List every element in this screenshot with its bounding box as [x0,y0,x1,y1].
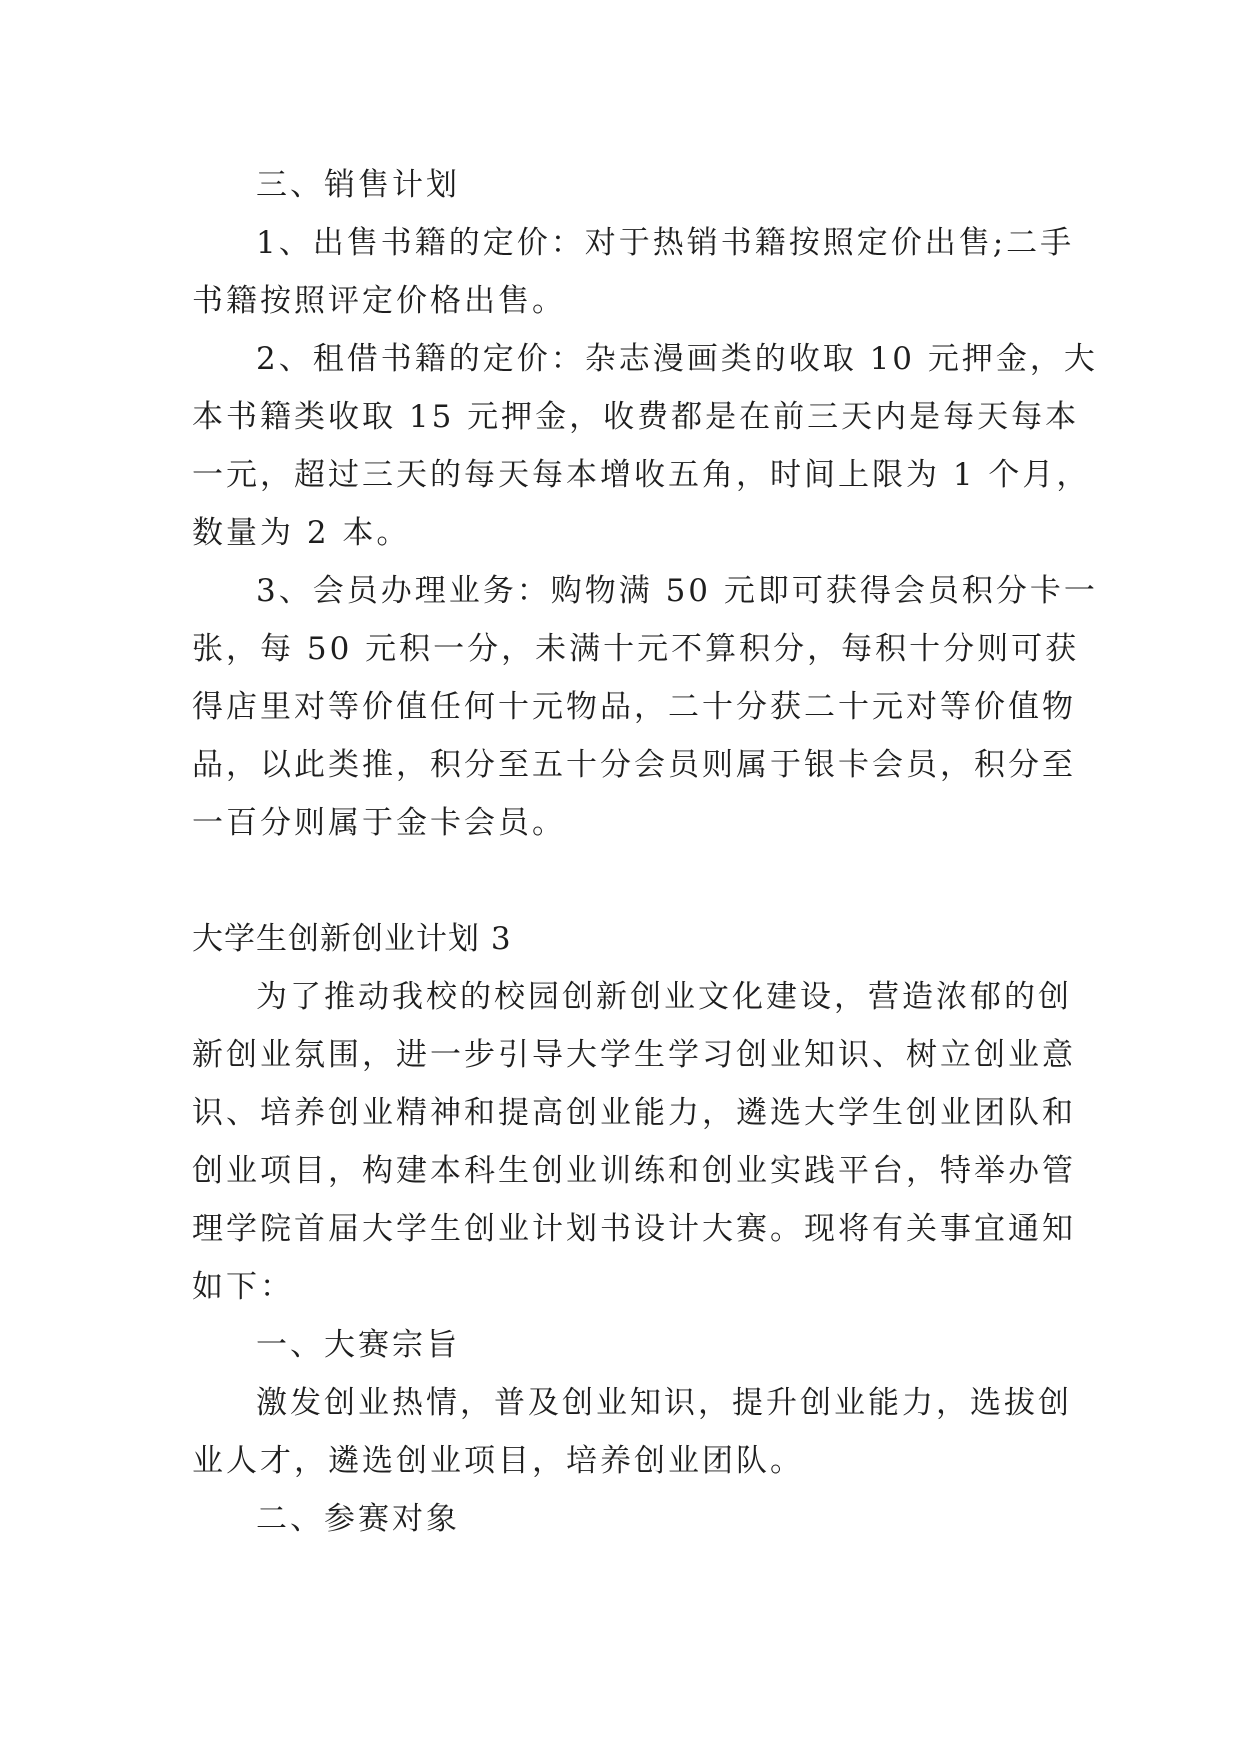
paragraph-line: 新创业氛围，进一步引导大学生学习创业知识、树立创业意 [192,1037,1076,1073]
paragraph-line: 一元，超过三天的每天每本增收五角，时间上限为 1 个月， [192,457,1091,493]
paragraph-line: 激发创业热情，普及创业知识，提升创业能力，选拔创 [256,1385,1072,1421]
paragraph-line: 3、会员办理业务：购物满 50 元即可获得会员积分卡一 [256,573,1098,609]
paragraph-line: 张，每 50 元积一分，未满十元不算积分，每积十分则可获 [192,631,1080,667]
paragraph-line: 如下： [192,1269,294,1305]
paragraph-line: 创业项目，构建本科生创业训练和创业实践平台，特举办管 [192,1153,1076,1189]
paragraph-line: 业人才，遴选创业项目，培养创业团队。 [192,1443,804,1479]
paragraph-line: 得店里对等价值任何十元物品，二十分获二十元对等价值物 [192,689,1076,725]
paragraph-line: 识、培养创业精神和提高创业能力，遴选大学生创业团队和 [192,1095,1076,1131]
paragraph-line: 为了推动我校的校园创新创业文化建设，营造浓郁的创 [256,979,1072,1015]
paragraph-line: 本书籍类收取 15 元押金，收费都是在前三天内是每天每本 [192,399,1080,435]
paragraph-line: 数量为 2 本。 [192,515,411,551]
paragraph-line: 品，以此类推，积分至五十分会员则属于银卡会员，积分至 [192,747,1076,783]
plan-title: 大学生创新创业计划 3 [192,921,512,957]
paragraph-gap [192,852,1052,910]
section-heading-participants: 二、参赛对象 [256,1501,460,1537]
paragraph-line: 一百分则属于金卡会员。 [192,805,566,841]
paragraph-line: 2、租借书籍的定价：杂志漫画类的收取 10 元押金，大 [256,341,1098,377]
document-page [192,156,1098,1548]
paragraph-line: 理学院首届大学生创业计划书设计大赛。现将有关事宜通知 [192,1211,1076,1247]
section-heading-sales: 三、销售计划 [256,167,460,203]
paragraph-line: 1、出售书籍的定价：对于热销书籍按照定价出售;二手 [256,225,1075,261]
section-heading-purpose: 一、大赛宗旨 [256,1327,460,1363]
paragraph-line: 书籍按照评定价格出售。 [192,283,566,319]
